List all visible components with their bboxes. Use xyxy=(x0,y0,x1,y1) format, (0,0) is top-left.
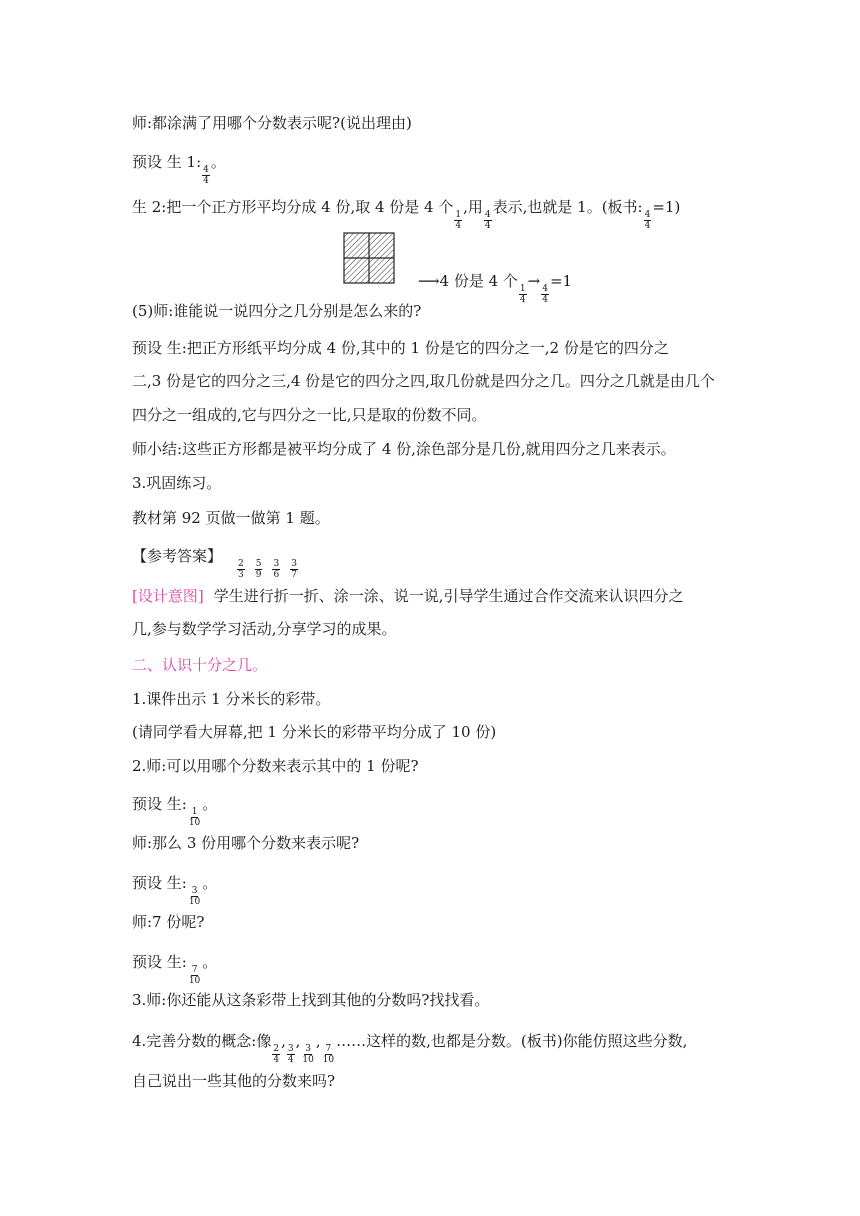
text-segment: ,用 xyxy=(463,198,483,216)
paragraph-line: 四分之一组成的,它与四分之一比,只是取的份数不同。 xyxy=(132,406,487,424)
denominator: 10 xyxy=(322,1054,335,1065)
answer-fraction xyxy=(272,559,280,580)
denominator: 10 xyxy=(302,1054,314,1065)
preset-answer xyxy=(132,793,217,828)
example-fraction xyxy=(272,1044,280,1065)
step-3: 3.师:你还能从这条彩带上找到其他的分数吗?找找看。 xyxy=(132,991,490,1009)
teacher-question: 师:都涂满了用哪个分数表示呢?(说出理由) xyxy=(132,114,412,132)
numerator: 4 xyxy=(203,164,209,175)
text-segment: =1 xyxy=(549,272,573,290)
diagram-caption xyxy=(418,270,572,305)
numerator: 3 xyxy=(291,558,297,569)
fraction-four-fourths xyxy=(202,165,210,186)
numerator: 3 xyxy=(273,558,280,569)
preset-answer xyxy=(132,951,217,986)
arrow-icon: ⟶ xyxy=(418,272,440,290)
denominator: 4 xyxy=(644,220,651,231)
numerator: 4 xyxy=(644,209,651,220)
numerator: 7 xyxy=(325,1043,332,1054)
design-intent xyxy=(132,585,684,607)
answer-fraction xyxy=(255,559,263,580)
teacher-question: 师:7 份呢? xyxy=(132,913,205,931)
fraction-one-tenth xyxy=(188,807,201,828)
design-intent-label: [设计意图] xyxy=(132,587,204,605)
example-fraction xyxy=(322,1044,335,1065)
paragraph-line: 预设 生:把正方形纸平均分成 4 份,其中的 1 份是它的四分之一,2 份是它的四分之 xyxy=(132,339,669,357)
fraction-four-fourths xyxy=(644,210,652,231)
step-2: 2.师:可以用哪个分数来表示其中的 1 份呢? xyxy=(132,757,419,775)
fraction-seven-tenths xyxy=(188,965,201,986)
step-4: 4.完善分数的概念:像 $\frac{2}{4}$ , $\frac{3}{4}$ , $\frac{3}{10}$ , $\frac{7}{10}$ ……这样的数,也都是分数。(板书)你能仿照这些分数, xyxy=(132,1032,688,1065)
fraction-four-fourths xyxy=(541,284,549,305)
numerator: 1 xyxy=(455,209,462,220)
student-2-answer xyxy=(132,196,680,231)
denominator: 10 xyxy=(188,975,201,986)
numerator: 2 xyxy=(238,558,244,569)
text-segment: 4 份是 4 个 xyxy=(439,272,518,290)
period: 。 xyxy=(202,874,218,892)
numerator: 4 xyxy=(542,283,548,294)
step-1: 1.课件出示 1 分米长的彩带。 xyxy=(132,690,331,708)
numerator: 3 xyxy=(305,1043,311,1054)
denominator: 4 xyxy=(287,1054,294,1065)
fraction-three-tenths xyxy=(188,886,201,907)
reference-answers xyxy=(132,545,303,580)
example-fraction xyxy=(287,1044,295,1065)
denominator: 9 xyxy=(255,569,262,580)
numerator: 5 xyxy=(255,558,262,569)
exercise-reference: 教材第 92 页做一做第 1 题。 xyxy=(132,509,330,527)
denominator: 10 xyxy=(188,817,201,828)
denominator: 3 xyxy=(238,569,244,580)
numerator: 1 xyxy=(519,283,526,294)
paragraph-line: 自己说出一些其他的分数来吗? xyxy=(132,1072,336,1090)
student-1-answer xyxy=(132,151,226,186)
step-heading: 3.巩固练习。 xyxy=(132,474,222,492)
denominator: 4 xyxy=(455,220,462,231)
text-segment: =1) xyxy=(652,198,681,216)
text-segment: 4.完善分数的概念:像 xyxy=(132,1032,272,1050)
example-fraction xyxy=(301,1044,314,1065)
numerator: 1 xyxy=(191,806,198,817)
numerator: 3 xyxy=(191,885,198,896)
text-segment: 预设 生: xyxy=(132,795,187,813)
preset-answer xyxy=(132,872,217,907)
numerator: 3 xyxy=(287,1043,294,1054)
numerator: 2 xyxy=(273,1043,280,1054)
fraction-one-fourth xyxy=(454,210,462,231)
denominator: 4 xyxy=(203,175,209,186)
denominator: 7 xyxy=(291,569,297,580)
hatched-square-diagram xyxy=(343,232,395,284)
numerator: 7 xyxy=(191,964,198,975)
period: 。 xyxy=(210,153,226,171)
text-segment: 预设 生: xyxy=(132,953,187,971)
teacher-summary: 师小结:这些正方形都是被平均分成了 4 份,涂色部分是几份,就用四分之几来表示。 xyxy=(132,440,676,458)
fraction-four-fourths xyxy=(484,210,492,231)
denominator: 4 xyxy=(542,294,548,305)
paragraph-line: 几,参与数学学习活动,分享学习的成果。 xyxy=(132,620,397,638)
text-segment: 学生进行折一折、涂一涂、说一说,引导学生通过合作交流来认识四分之 xyxy=(213,587,684,605)
period: 。 xyxy=(202,953,218,971)
paragraph-line: 二,3 份是它的四分之三,4 份是它的四分之四,取几份就是四分之几。四分之几就是由几个 xyxy=(132,372,715,390)
step-note: (请同学看大屏幕,把 1 分米长的彩带平均分成了 10 份) xyxy=(132,723,497,741)
numerator: 4 xyxy=(484,209,491,220)
text-segment: 预设 生: xyxy=(132,874,187,892)
period: 。 xyxy=(202,795,218,813)
text-segment: ……这样的数,也都是分数。(板书)你能仿照这些分数, xyxy=(336,1032,688,1050)
answer-prefix: 预设 生 1: xyxy=(132,153,202,171)
teacher-question: 师:那么 3 份用哪个分数来表示呢? xyxy=(132,834,360,852)
teacher-question-5: (5)师:谁能说一说四分之几分别是怎么来的? xyxy=(132,302,422,320)
answer-fraction xyxy=(237,559,245,580)
denominator: 10 xyxy=(188,896,201,907)
section-heading: 二、认识十分之几。 xyxy=(132,656,268,674)
arrow-icon: → xyxy=(527,272,541,290)
denominator: 4 xyxy=(484,220,491,231)
denominator: 6 xyxy=(273,569,280,580)
answer-fraction xyxy=(290,559,298,580)
fraction-one-fourth xyxy=(519,284,527,305)
answer-label: 【参考答案】 xyxy=(132,547,223,565)
text-segment: 表示,也就是 1。(板书: xyxy=(492,198,643,216)
denominator: 4 xyxy=(519,294,526,305)
denominator: 4 xyxy=(273,1054,280,1065)
text-segment: 生 2:把一个正方形平均分成 4 份,取 4 份是 4 个 xyxy=(132,198,454,216)
